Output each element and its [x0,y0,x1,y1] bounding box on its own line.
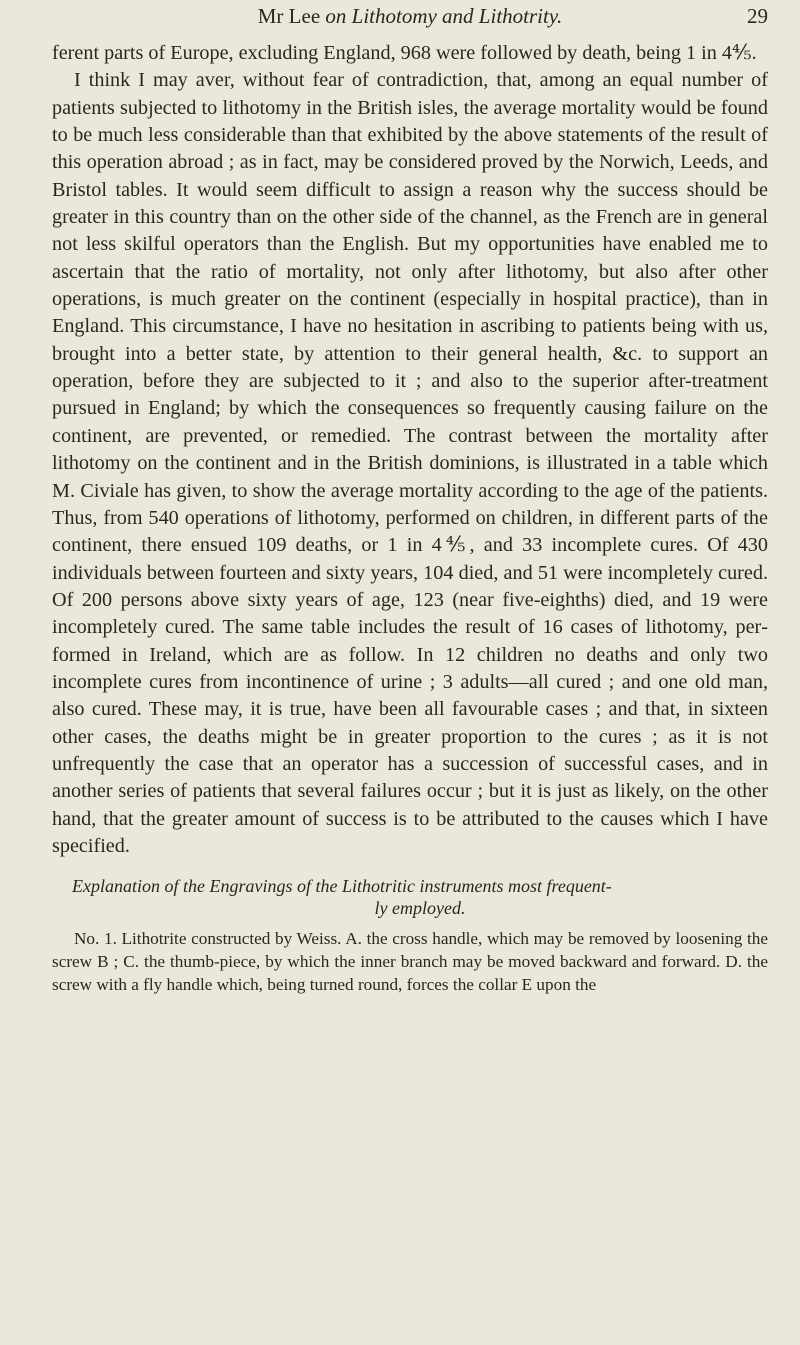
explanation-heading [52,875,768,919]
page-number: 29 [747,4,768,28]
explanation-paragraph: No. 1. Lithotrite constructed by Weiss. A. the cross handle, which may be removed by loosening the screw B ; C. the thumb-piece, by which the inner branch may be moved backward and forward. D. the screw with a fly handle which, being turned round, forces the collar E upon the [52,929,768,995]
paragraph-mortality-comparison: I think I may aver, without fear of contradiction, that, among an equal number of patients subjected to lithotomy in the British isles, the average mortality would be found to be much less considerable than that exhibited by the above statements of the result of this operation abroad ; as in fact, may be considered proved by the Norwich, Leeds, and Bristol tables. It would seem difficult to assign a reason why the success should be greater in this country than on the other side of the channel, as the French are in general not less skilful operators than the English. But my opportunities have enabled me to ascertain that the ratio of mortality, not only after lithotomy, but also after other operations, is much greater on the continent (especially in hospital practice), than in England. This circumstance, I have no hesitation in ascribing to patients being with us, brought into a better state, by attention to their general health, &c. to support an operation, before they are subjected to it ; and also to the superior after-treatment pursued in England; by which the consequences so frequently causing failure on the continent, are prevented, or remedied. The contrast between the mortality after lithotomy on the continent and in the British dominions, is illustrated in a table which M. Civiale has given, to show the average mortality according to the age of the patients. Thus, from 540 operations of lithotomy, performed on children, in different parts of the continent, there ensued 109 deaths, or 1 in 4⅘, and 33 incomplete cures. Of 430 individuals between fourteen and sixty years, 104 died, and 51 were incompletely cured. Of 200 persons above sixty years of age, 123 (near five-eighths) died, and 19 were incompletely cured. The same table includes the result of 16 cases of lithotomy, performed in Ireland, which are as follow. In 12 children no deaths and only two incomplete cures from incontinence of urine ; 3 adults—all cured ; and one old man, also cured. These may, it is true, have been all favourable cases ; and that, in sixteen other cases, the deaths might be in greater proportion to the cures ; as it is not unfrequently the case that an operator has a succession of successful cases, and in another series of patients that several failures occur ; but it is just as likely, on the other hand, that the greater amount of success is to be attributed to the causes which I have specified. [52,69,768,857]
main-text [52,40,768,860]
paragraph-continuation: ferent parts of Europe, excluding England, 968 were followed by death, being 1 in 4⅘. [52,42,757,64]
explanation-heading-line-1: Explanation of the Engravings of the Lithotritic instruments most frequent- [72,876,612,897]
running-title [52,4,768,29]
running-title-author: Mr Lee [257,4,326,28]
explanation-text [52,927,768,996]
running-title-subject: Lithotomy and Lithotrity. [351,4,563,28]
running-head [52,0,768,40]
running-title-on: on [325,4,352,28]
explanation-heading-line-2: ly employed. [374,898,466,919]
